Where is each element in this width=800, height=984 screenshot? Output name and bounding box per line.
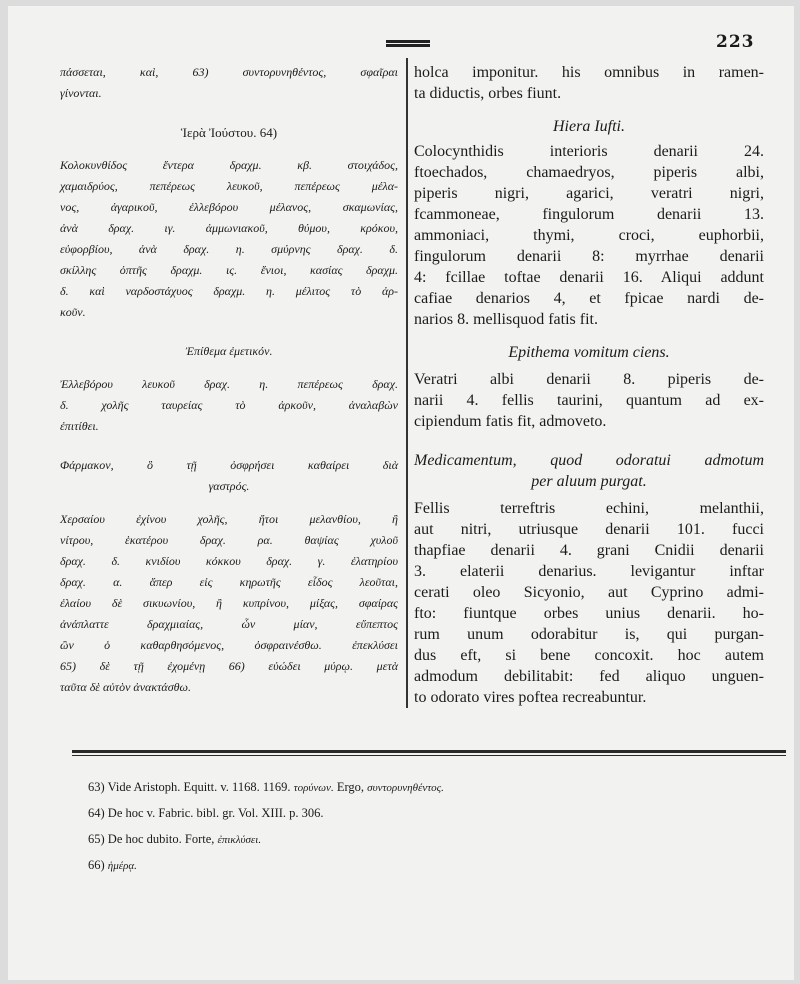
greek-line: δ. χολῆς ταυρείας τὸ ἀρκοῦν, ἀναλαβὼν (60, 398, 398, 412)
latin-line: narios 8. mellisquod fatis fit. (414, 311, 598, 328)
greek-section-title-pharmakon: Φάρμακον, ὃ τῇ ὀσφρήσει καθαίρει διὰ (60, 458, 398, 472)
latin-line: fingulorum denarii 8: myrrhae denarii (414, 248, 764, 265)
header-ornament (386, 40, 430, 43)
latin-section-title-medicamentum-2: per aluum purgat. (531, 473, 647, 490)
greek-line: νος, ἀγαρικοῦ, ἐλλεβόρου μέλανος, σκαμωνίας, (60, 200, 398, 214)
latin-section-title-medicamentum: Medicamentum, quod odoratui admotum (414, 452, 764, 469)
latin-line: 3. elaterii denarius. levigantur inftar (414, 563, 764, 580)
greek-line: Ἐλλεβόρου λευκοῦ δραχ. η. πεπέρεως δραχ. (60, 377, 398, 391)
column-divider (406, 58, 408, 708)
latin-column (414, 62, 764, 708)
greek-line: γίνονται. (60, 86, 102, 100)
greek-section-title-pharmakon-2: γαστρός. (208, 479, 250, 493)
latin-line: Fellis terreftris echini, melanthii, (414, 500, 764, 517)
book-page (8, 6, 794, 980)
latin-line: dus eft, si bene concoxit. hoc autem (414, 647, 764, 664)
footnote-number: 64) (88, 806, 105, 820)
footnote-greek: τορύνων. (293, 782, 334, 794)
greek-line: ἐλαίου δὲ σικυωνίου, ἢ κυπρίνου, μίξας, σφαίρας (60, 596, 398, 610)
greek-line: δραχ. α. ἅπερ εἰς κηρωτῆς εἶδος λεοῦται, (60, 575, 398, 589)
latin-line: 4: fcillae toftae denarii 16. Aliqui addunt (414, 269, 764, 286)
greek-line: ταῦτα δὲ αὐτὸν ἀνακτάσθω. (60, 680, 191, 694)
latin-line: admodum debilitabit: fed aliquo unguen- (414, 668, 764, 685)
footnote-number: 66) (88, 858, 105, 872)
latin-line: aut nitri, utriusque denarii 101. fucci (414, 521, 764, 538)
latin-line: to odorato vires poftea recreabuntur. (414, 689, 647, 706)
greek-line: 65) δὲ τῇ ἐχομένῃ 66) εὐώδει μύρῳ. μετὰ (60, 659, 398, 673)
footnote-63 (88, 780, 778, 806)
page-number: 223 (716, 32, 755, 52)
footnote-greek: ἡμέρᾳ. (107, 860, 137, 872)
greek-section-title-epithema: Ἐπίθεμα ἐμετικόν. (185, 344, 273, 358)
greek-line: δραχ. δ. κνιδίου κόκκου δραχ. γ. ἐλατηρίου (60, 554, 398, 568)
footnote-rule (72, 750, 786, 753)
latin-line: fto: fiuntque orbes unius denarii. ho- (414, 605, 764, 622)
greek-section-title-hiera: Ἱερὰ Ἰούστου. 64) (180, 125, 278, 140)
latin-line: ta diductis, orbes fiunt. (414, 85, 562, 102)
greek-line: εὐφορβίου, ἀνὰ δραχ. η. σμύρνης δραχ. δ. (60, 242, 398, 256)
footnote-greek: συντορυνηθέντος. (367, 782, 444, 794)
latin-line: narii 4. fellis taurini, quantum ad ex- (414, 392, 764, 409)
footnote-64 (88, 806, 778, 832)
footnote-rule-thin (72, 755, 786, 756)
greek-line: ἀνάπλαττε δραχμιαίας, ὧν μίαν, εὔπεπτος (60, 617, 398, 631)
greek-line: ἐπιτίθει. (60, 419, 99, 433)
latin-line: cipiendum fatis fit, admoveto. (414, 413, 607, 430)
footnote-65 (88, 832, 778, 858)
latin-line: thapfiae denarii 4. grani Cnidii denarii (414, 542, 764, 559)
footnote-greek: ἐπικλύσει. (217, 834, 262, 846)
latin-line: ammoniaci, thymi, croci, euphorbii, (414, 227, 764, 244)
footnote-text: De hoc v. Fabric. bibl. gr. Vol. XIII. p. 306. (107, 806, 324, 820)
greek-line: νίτρου, ἑκατέρου δραχ. ρα. θαψίας χυλοῦ (60, 533, 398, 547)
footnote-text: De hoc dubito. Forte, (107, 832, 215, 846)
latin-line: cerati oleo Sicyonio, aut Cyprino admi- (414, 584, 764, 601)
latin-line: cafiae denarios 4, et fpicae nardi de- (414, 290, 764, 307)
latin-line: piperis nigri, agarici, veratri nigri, (414, 185, 764, 202)
latin-line: ftoechados, chamaedryos, piperis albi, (414, 164, 764, 181)
greek-line: χαμαιδρύος, πεπέρεως λευκοῦ, πεπέρεως μέλα- (60, 179, 398, 193)
greek-line: ὢν ὁ καθαρθησόμενος, ὀσφραινέσθω. ἐπεκλύσει (60, 638, 398, 652)
latin-line: fcammoneae, fingulorum denarii 13. (414, 206, 764, 223)
footnote-number: 65) (88, 832, 105, 846)
latin-line: rum unum odorabitur is, qui purgan- (414, 626, 764, 643)
greek-line: πάσσεται, καὶ, 63) συντορυνηθέντος, σφαῖραι (60, 65, 398, 79)
footnote-text: Vide Aristoph. Equitt. v. 1168. 1169. (107, 780, 291, 794)
latin-line: Colocynthidis interioris denarii 24. (414, 143, 764, 160)
greek-column (60, 62, 398, 698)
footnote-number: 63) (88, 780, 105, 794)
latin-line: Veratri albi denarii 8. piperis de- (414, 371, 764, 388)
footnote-text: Ergo, (336, 780, 365, 794)
greek-line: Κολοκυνθίδος ἔντερα δραχμ. κβ. στοιχάδος, (60, 158, 398, 172)
greek-line: ἀνὰ δραχ. ιγ. ἀμμωνιακοῦ, θύμου, κρόκου, (60, 221, 398, 235)
greek-line: κοῦν. (60, 305, 86, 319)
latin-section-title-hiera: Hiera Iufti. (553, 118, 625, 135)
latin-section-title-epithema: Epithema vomitum ciens. (508, 344, 670, 361)
latin-line: holca imponitur. his omnibus in ramen- (414, 64, 764, 81)
footnotes (88, 780, 778, 884)
greek-line: Χερσαίου ἐχίνου χολῆς, ἤτοι μελανθίου, ἢ (60, 512, 398, 526)
greek-line: δ. καὶ ναρδοστάχυος δραχμ. η. μέλιτος τὸ ἀρ- (60, 284, 398, 298)
footnote-66 (88, 858, 778, 884)
greek-line: σκίλλης ὀπτῆς δραχμ. ις. ἔνιοι, κασίας δραχμ. (60, 263, 398, 277)
